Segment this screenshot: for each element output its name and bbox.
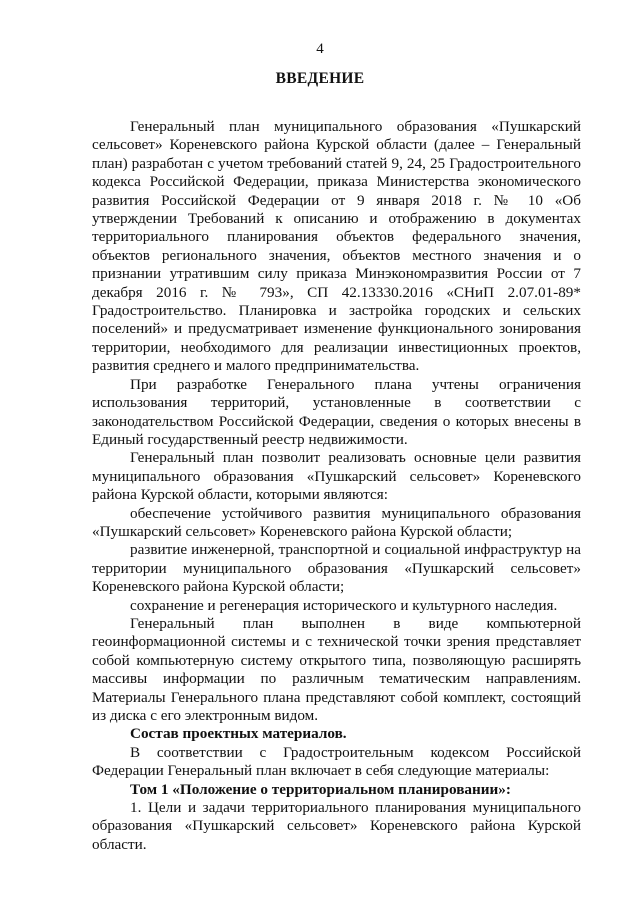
page-title: ВВЕДЕНИЕ (275, 70, 365, 87)
document-body (92, 118, 581, 854)
paragraph-gis: Генеральный план выполнен в виде компьютерной геоинформационной системы и с технической точки зрения представляет собой компьютерную систему открытого типа, позволяющую расширять массивы информации по различным тематическим направлениям. Материалы Генерального плана представляют собой комплект, состоящий из диска с его электронным видом. (92, 614, 581, 724)
paragraph-restrictions: При разработке Генерального плана учтены ограничения использования территорий, установленные в соответствии с законодательством Российской Федерации, сведения о которых внесены в Единый государственный реестр недвижимости. (92, 375, 581, 448)
goal-item-sustainable: обеспечение устойчивого развития муниципального образования «Пушкарский сельсовет» Кореневского района Курской области; (92, 504, 581, 540)
goal-item-heritage: сохранение и регенерация исторического и культурного наследия. (130, 596, 558, 614)
volume-heading: Том 1 «Положение о территориальном планировании»: (130, 780, 511, 798)
goal-item-infrastructure: развитие инженерной, транспортной и социальной инфраструктур на территории муниципального образования «Пушкарский сельсовет» Кореневского района Курской области; (92, 541, 581, 596)
paragraph-intro: Генеральный план муниципального образования «Пушкарский сельсовет» Кореневского района Курской области (далее – Генеральный план) разработан с учетом требований статей 9, 24, 25 Градостроительного кодекса Российской Федерации, приказа Министерства экономического развития Российской Федерации от 9 января 2018 г. № 10 «Об утверждении Требований к описанию и отображению в документах территориального планирования объектов федерального значения, объектов регионального значения, объектов местного значения и о признании утратившим силу приказа Минэкономразвития России от 7 декабря 2016 г. № 793», СП 42.13330.2016 «СНиП 2.07.01-89* Градостроительство. Планировка и застройка городских и сельских поселений» и предусматривает изменение функционального зонирования территории, необходимого для реализации инвестиционных проектов, развития среднего и малого предпринимательства. (92, 118, 581, 375)
page-number: 4 (316, 41, 324, 57)
section-heading-materials: Состав проектных материалов. (130, 725, 347, 743)
paragraph-goals: Генеральный план позволит реализовать основные цели развития муниципального образования «Пушкарский сельсовет» Кореневского района Курской области, которыми являются: (92, 449, 581, 504)
list-item: 1. Цели и задачи территориального планирования муниципального образования «Пушкарский сельсовет» Кореневского района Курской области. (92, 799, 581, 853)
paragraph-materials: В соответствии с Градостроительным кодексом Российской Федерации Генеральный план включает в себя следующие материалы: (92, 743, 581, 780)
